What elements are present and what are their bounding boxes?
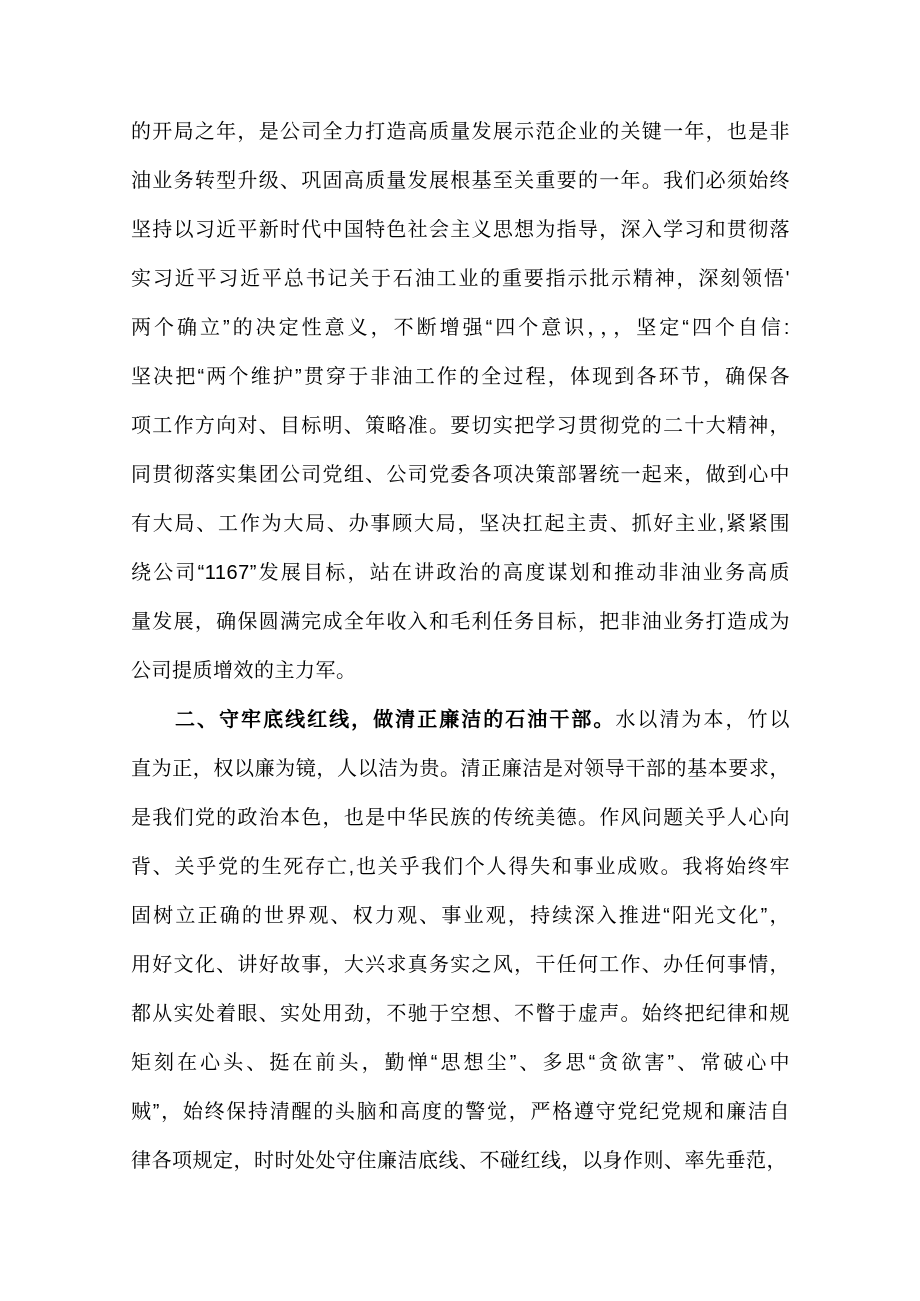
body-text: 律各项规定，时时处处守住廉洁底线、不碰红线，以身作则、率先垂范， xyxy=(131,1150,787,1172)
text-line xyxy=(131,353,790,402)
body-text: 两个确立”的决定性意义，不断增强“四个意识，，，坚定“四个自信: xyxy=(131,317,790,339)
body-text: 同贯彻落实集团公司党组、公司党委各项决策部署统一起来，做到心中 xyxy=(131,464,790,486)
text-line xyxy=(131,451,790,500)
body-text: 背、关乎党的生死存亡,也关乎我们个人得失和事业成败。我将始终牢 xyxy=(131,856,790,878)
body-text: 是我们党的政治本色，也是中华民族的传统美德。作风问题关乎人心向 xyxy=(131,807,790,829)
text-line xyxy=(131,745,790,794)
text-line xyxy=(131,892,790,941)
section-heading-text: 二、守牢底线红线，做清正廉洁的石油干部。 xyxy=(175,709,616,731)
text-line xyxy=(131,794,790,843)
text-line xyxy=(131,598,790,647)
text-line xyxy=(131,206,790,255)
body-text: 绕公司“1167”发展目标，站在讲政治的高度谋划和推动非油业务高质 xyxy=(131,562,790,584)
body-text: 的开局之年，是公司全力打造高质量发展示范企业的关键一年，也是非 xyxy=(131,121,790,143)
body-text: 有大局、工作为大局、办事顾大局，坚决扛起主责、抓好主业,紧紧围 xyxy=(131,513,790,535)
text-line xyxy=(131,108,790,157)
body-text: 量发展，确保圆满完成全年收入和毛利任务目标，把非油业务打造成为 xyxy=(131,611,790,633)
body-text: 实习近平习近平总书记关于石油工业的重要指示批示精神，深刻领悟' xyxy=(131,268,790,290)
text-line xyxy=(131,255,790,304)
body-text: 固树立正确的世界观、权力观、事业观，持续深入推进“阳光文化”， xyxy=(131,905,790,927)
body-text: 直为正，权以廉为镜，人以洁为贵。清正廉洁是对领导干部的基本要求， xyxy=(131,758,790,780)
text-line xyxy=(131,1039,790,1088)
text-line xyxy=(131,1088,790,1137)
body-text: 油业务转型升级、巩固高质量发展根基至关重要的一年。我们必须始终 xyxy=(131,170,790,192)
body-text: 都从实处着眼、实处用劲，不驰于空想、不瞥于虚声。始终把纪律和规 xyxy=(131,1003,790,1025)
body-text: 项工作方向对、目标明、策略准。要切实把学习贯彻党的二十大精神， xyxy=(131,415,790,437)
body-text: 贼”，始终保持清醒的头脑和高度的警觉，严格遵守党纪党规和廉洁自 xyxy=(131,1101,790,1123)
body-text: 坚持以习近平新时代中国特色社会主义思想为指导，深入学习和贯彻落 xyxy=(131,219,790,241)
document-body xyxy=(131,108,790,1186)
text-line xyxy=(131,843,790,892)
body-text: 水以清为本，竹以 xyxy=(615,709,791,731)
text-line xyxy=(131,402,790,451)
body-text: 坚决把“两个维护”贯穿于非油工作的全过程，体现到各环节，确保各 xyxy=(131,366,790,388)
text-line xyxy=(131,696,790,745)
text-line xyxy=(131,157,790,206)
text-line xyxy=(131,304,790,353)
text-line xyxy=(131,500,790,549)
body-text: 公司提质增效的主力军。 xyxy=(131,660,357,682)
text-line xyxy=(131,549,790,598)
text-line xyxy=(131,647,790,696)
text-line xyxy=(131,1137,790,1186)
text-line xyxy=(131,990,790,1039)
body-text: 用好文化、讲好故事，大兴求真务实之风，干任何工作、办任何事情， xyxy=(131,954,790,976)
text-line xyxy=(131,941,790,990)
body-text: 矩刻在心头、挺在前头，勤惮“思想尘”、多思“贪欲害”、常破心中 xyxy=(131,1052,790,1074)
